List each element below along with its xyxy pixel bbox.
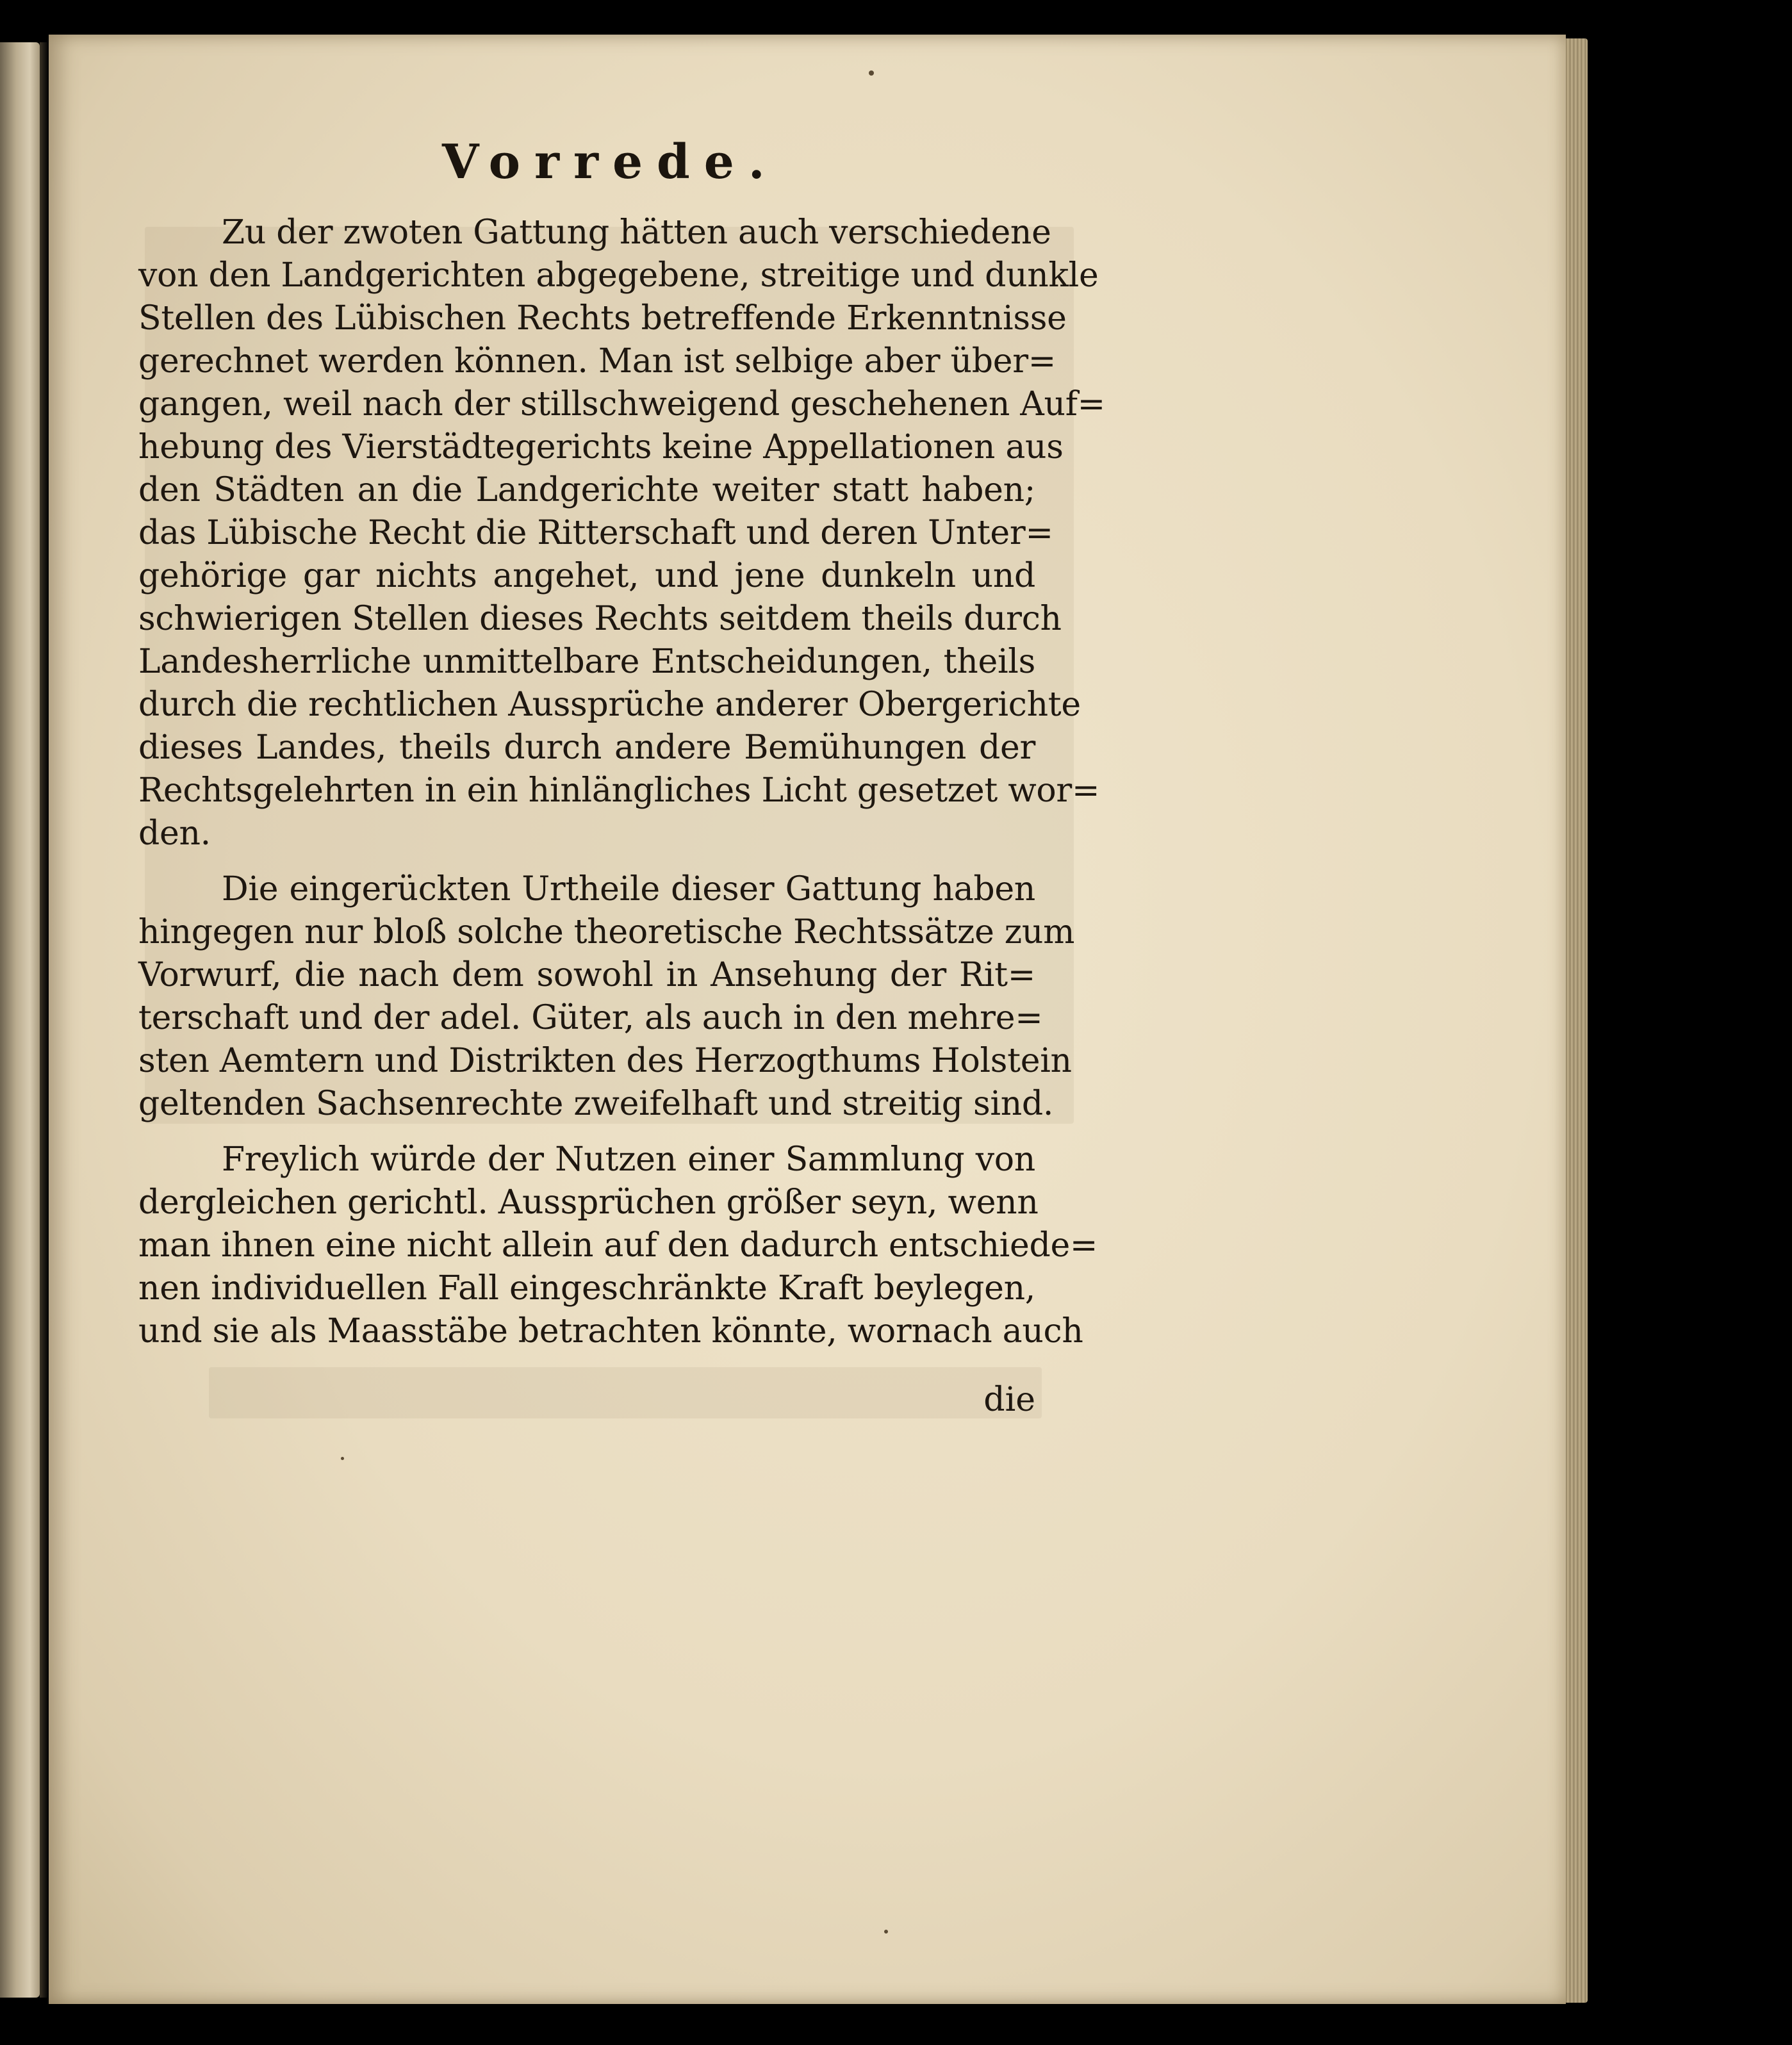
paragraph-gap <box>138 1126 1035 1138</box>
text-line: Stellen des Lübischen Rechts betreffende Erkenntnisse <box>138 299 1067 338</box>
gutter-shadow <box>40 42 49 1998</box>
text-line: Zu der zwoten Gattung hätten auch verschiedene <box>222 213 1051 252</box>
text-line: Landesherrliche unmittelbare Entscheidungen, theils <box>138 643 1035 681</box>
paper-speck <box>341 1457 344 1460</box>
text-line: Freylich würde der Nutzen einer Sammlung von <box>222 1140 1035 1179</box>
text-line: das Lübische Recht die Ritterschaft und deren Unter= <box>138 514 1053 552</box>
text-line: dergleichen gerichtl. Aussprüchen größer seyn, wenn <box>138 1183 1039 1222</box>
paper-speck <box>869 70 874 76</box>
text-line: geltenden Sachsenrechte zweifelhaft und streitig sind. <box>138 1085 1054 1123</box>
page-heading: Vorrede. <box>442 135 779 190</box>
page-edge-stack <box>1566 38 1588 2003</box>
text-line: hingegen nur bloß solche theoretische Rechtssätze zum <box>138 913 1075 951</box>
text-line: gerechnet werden können. Man ist selbige aber über= <box>138 342 1056 381</box>
show-through-area <box>209 1367 1042 1418</box>
text-line: Die eingerückten Urtheile dieser Gattung haben <box>222 870 1035 908</box>
paragraph-gap <box>138 855 1035 868</box>
text-line: gangen, weil nach der stillschweigend geschehenen Auf= <box>138 385 1105 423</box>
text-line: sten Aemtern und Distrikten des Herzogthums Holstein <box>138 1042 1072 1080</box>
text-line: man ihnen eine nicht allein auf den dadurch entschiede= <box>138 1226 1098 1265</box>
previous-page-edge <box>0 42 40 1998</box>
text-line: Rechtsgelehrten in ein hinlängliches Licht gesetzet wor= <box>138 771 1100 810</box>
catchword: die <box>983 1381 1035 1419</box>
text-line: und sie als Maasstäbe betrachten könnte, wornach auch <box>138 1312 1083 1351</box>
text-line: gehörige gar nichts angehet, und jene dunkeln und <box>138 557 1035 595</box>
text-line: Vorwurf, die nach dem sowohl in Ansehung der Rit= <box>138 956 1035 994</box>
text-line: dieses Landes, theils durch andere Bemühungen der <box>138 728 1035 767</box>
text-line: schwierigen Stellen dieses Rechts seitdem theils durch <box>138 600 1062 638</box>
text-line: durch die rechtlichen Aussprüche anderer Obergerichte <box>138 686 1081 724</box>
text-line: den. <box>138 814 211 853</box>
text-line: von den Landgerichten abgegebene, streitige und dunkle <box>138 256 1099 295</box>
text-line: terschaft und der adel. Güter, als auch in den mehre= <box>138 999 1043 1037</box>
text-line: hebung des Vierstädtegerichts keine Appellationen aus <box>138 428 1064 466</box>
text-line: den Städten an die Landgerichte weiter statt haben; <box>138 471 1035 509</box>
paper-speck <box>884 1930 888 1934</box>
text-line: nen individuellen Fall eingeschränkte Kraft beylegen, <box>138 1269 1035 1308</box>
body-text <box>138 211 1105 1353</box>
